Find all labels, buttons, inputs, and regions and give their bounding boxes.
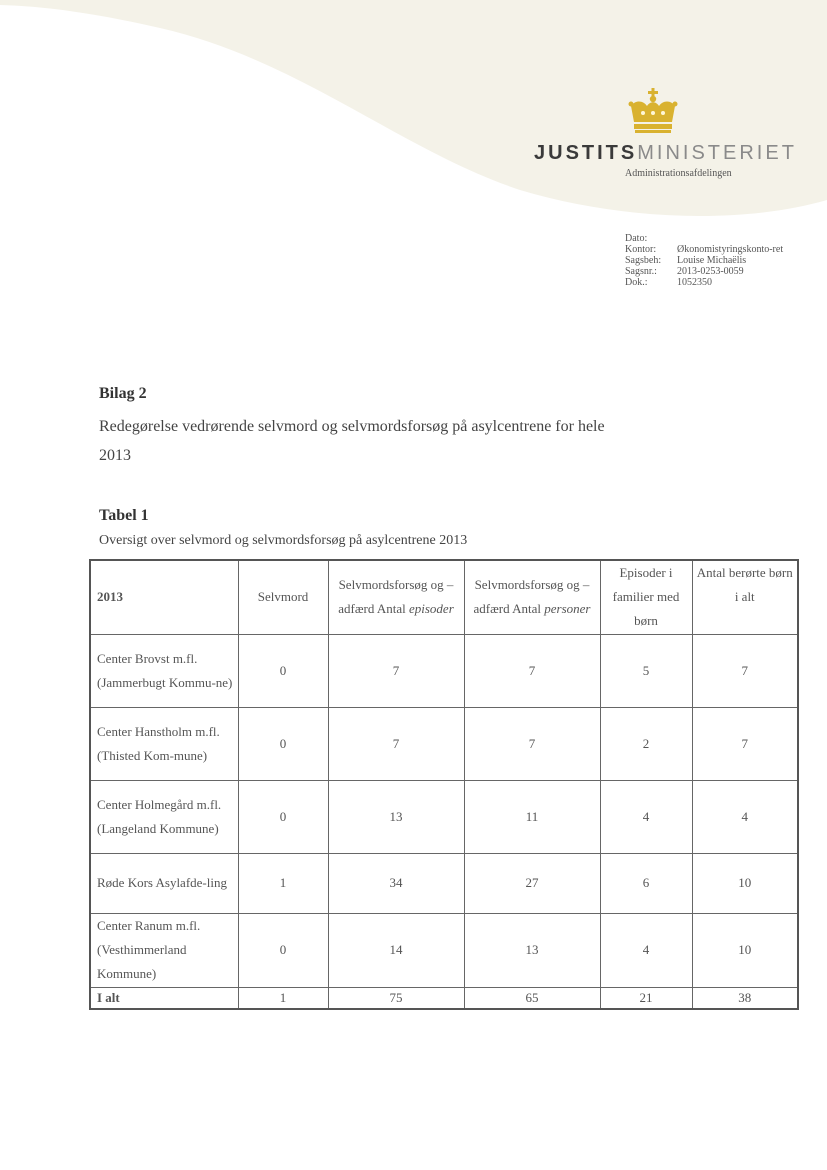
meta-row-dok — [625, 277, 787, 288]
table-title: Tabel 1 — [99, 507, 149, 524]
row-selvmord: 1 — [238, 853, 328, 913]
header-wave-background — [0, 0, 827, 230]
row-center-name: Center Ranum m.fl. (Vesthimmerland Kommune) — [90, 913, 238, 987]
header-selvmord: Selvmord — [238, 560, 328, 634]
meta-value: Louise Michaëlis — [677, 255, 747, 266]
row-center-name: Røde Kors Asylafde-ling — [90, 853, 238, 913]
row-center-name: Center Hanstholm m.fl. (Thisted Kom-mune) — [90, 707, 238, 780]
suicide-statistics-table — [89, 559, 799, 1010]
header-personer-text: Selvmordsforsøg og –adfærd Antal — [473, 577, 590, 617]
meta-value: 2013-0253-0059 — [677, 266, 744, 277]
meta-value — [677, 233, 787, 244]
table-row — [90, 707, 798, 780]
ministry-name-light: MINISTERIET — [637, 142, 797, 164]
row-selvmord: 0 — [238, 707, 328, 780]
document-title: Bilag 2 — [99, 385, 147, 402]
row-selvmord: 0 — [238, 780, 328, 853]
row-episoder: 14 — [328, 913, 464, 987]
header-personer — [464, 560, 600, 634]
total-label: I alt — [90, 987, 238, 1009]
row-personer: 27 — [464, 853, 600, 913]
meta-row-dato — [625, 233, 787, 244]
table-header-row — [90, 560, 798, 634]
row-familier: 4 — [600, 780, 692, 853]
header-boern: Antal berørte børn i alt — [692, 560, 798, 634]
row-boern: 7 — [692, 707, 798, 780]
row-boern: 10 — [692, 913, 798, 987]
meta-label: Dok.: — [625, 277, 648, 288]
meta-label: Kontor: — [625, 244, 657, 255]
meta-value: 1052350 — [677, 277, 712, 288]
row-episoder: 34 — [328, 853, 464, 913]
row-center-name: Center Holmegård m.fl. (Langeland Kommune) — [90, 780, 238, 853]
header-episoder-em: episoder — [408, 601, 454, 617]
meta-label: Sagsbeh: — [625, 255, 662, 266]
ministry-name-bold: JUSTITS — [534, 142, 638, 164]
row-episoder: 7 — [328, 634, 464, 707]
row-familier: 2 — [600, 707, 692, 780]
ministry-name — [534, 142, 797, 165]
table-row — [90, 780, 798, 853]
row-familier: 5 — [600, 634, 692, 707]
header-personer-em: personer — [544, 601, 591, 617]
table-total-row — [90, 987, 798, 1009]
total-selvmord: 1 — [238, 987, 328, 1009]
total-familier: 21 — [600, 987, 692, 1009]
table-row — [90, 913, 798, 987]
total-episoder: 75 — [328, 987, 464, 1009]
header-episoder — [328, 560, 464, 634]
row-familier: 6 — [600, 853, 692, 913]
row-selvmord: 0 — [238, 634, 328, 707]
row-selvmord: 0 — [238, 913, 328, 987]
row-familier: 4 — [600, 913, 692, 987]
table-row — [90, 853, 798, 913]
total-personer: 65 — [464, 987, 600, 1009]
meta-value: Økonomistyringskonto-ret — [677, 244, 784, 255]
department-name: Administrationsafdelingen — [625, 168, 732, 179]
total-boern: 38 — [692, 987, 798, 1009]
meta-row-kontor — [625, 244, 787, 255]
row-personer: 7 — [464, 707, 600, 780]
row-personer: 11 — [464, 780, 600, 853]
table-caption: Oversigt over selvmord og selvmordsforsøg på asylcentrene 2013 — [99, 533, 468, 548]
row-center-name: Center Brovst m.fl. (Jammerbugt Kommu-ne) — [90, 634, 238, 707]
row-boern: 7 — [692, 634, 798, 707]
row-boern: 4 — [692, 780, 798, 853]
header-episoder-text: Selvmordsforsøg og –adfærd Antal — [338, 577, 454, 617]
row-boern: 10 — [692, 853, 798, 913]
row-personer: 7 — [464, 634, 600, 707]
document-intro: Redegørelse vedrørende selvmord og selvmordsforsøg på asylcentrene for hele 2013 — [99, 418, 605, 464]
crown-logo-icon — [627, 88, 679, 134]
row-episoder: 13 — [328, 780, 464, 853]
meta-row-sagsbeh — [625, 255, 787, 266]
row-personer: 13 — [464, 913, 600, 987]
document-meta — [625, 233, 787, 288]
row-episoder: 7 — [328, 707, 464, 780]
meta-label: Dato: — [625, 233, 648, 244]
header-year: 2013 — [90, 560, 238, 634]
meta-label: Sagsnr.: — [625, 266, 657, 277]
table-row — [90, 634, 798, 707]
meta-row-sagsnr — [625, 266, 787, 277]
header-familier: Episoder i familier med børn — [600, 560, 692, 634]
